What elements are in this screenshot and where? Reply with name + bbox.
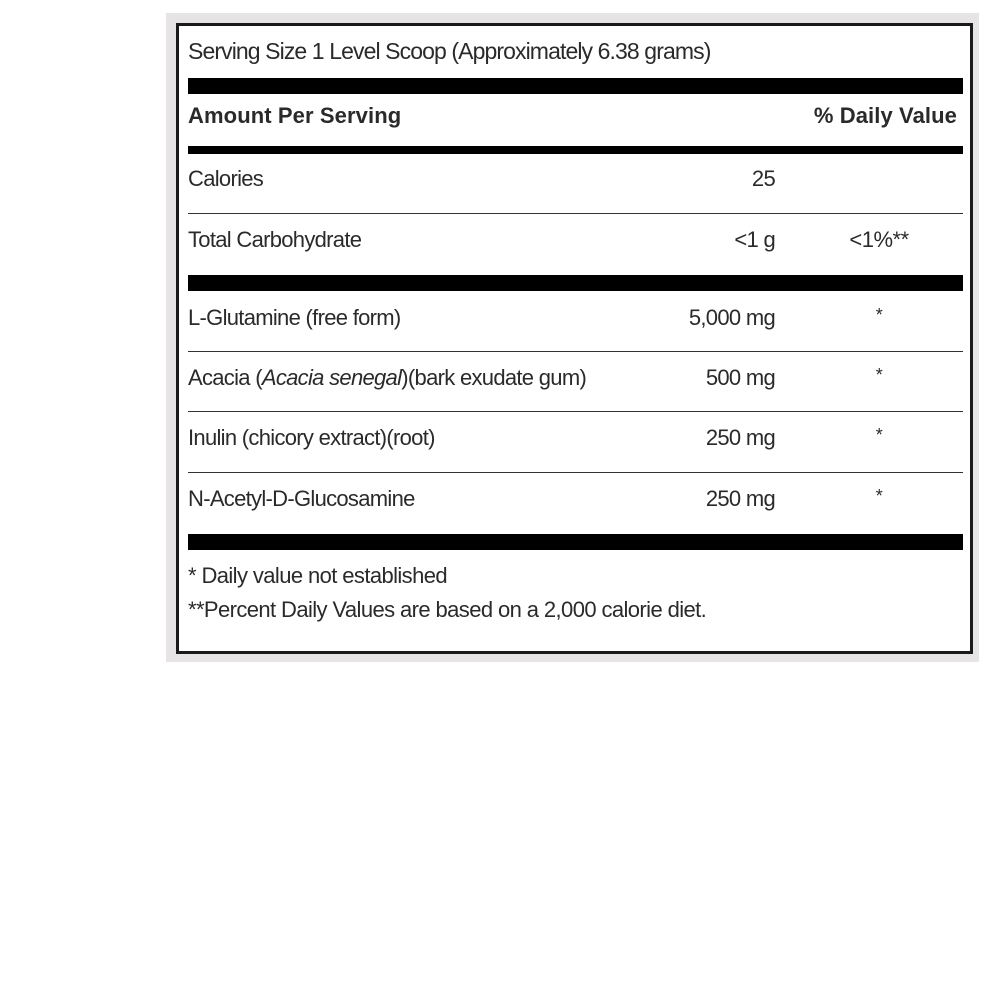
- footnote-percent-daily-values: **Percent Daily Values are based on a 2,000 calorie diet.: [188, 597, 707, 622]
- supplement-facts-panel: [176, 23, 973, 654]
- footnote-daily-value: * Daily value not established: [188, 563, 447, 588]
- nutrient-name-inulin: Inulin (chicory extract)(root): [188, 425, 435, 450]
- nutrient-name-calories: Calories: [188, 166, 264, 191]
- serving-size: Serving Size 1 Level Scoop (Approximately 6.38 grams): [188, 38, 711, 64]
- thin-divider: [188, 411, 963, 412]
- nutrient-dv-acacia: *: [875, 365, 883, 385]
- acacia-suffix: )(bark exudate gum): [401, 365, 587, 390]
- nutrient-dv-inulin: *: [875, 425, 883, 445]
- medium-divider: [188, 146, 963, 154]
- thick-divider: [188, 534, 963, 550]
- amount-per-serving-header: Amount Per Serving: [188, 103, 402, 128]
- thin-divider: [188, 213, 963, 214]
- acacia-species: Acacia senegal: [261, 365, 402, 390]
- supplement-facts-frame: [166, 13, 979, 662]
- nutrient-dv-carbohydrate: <1%**: [849, 227, 909, 252]
- nutrient-name-carbohydrate: Total Carbohydrate: [188, 227, 362, 252]
- nutrient-dv-l-glutamine: *: [875, 305, 883, 325]
- acacia-prefix: Acacia (: [188, 365, 262, 390]
- thin-divider: [188, 472, 963, 473]
- nutrient-amount-glucosamine: 250 mg: [705, 486, 775, 511]
- nutrient-name-glucosamine: N-Acetyl-D-Glucosamine: [188, 486, 415, 511]
- nutrient-name-l-glutamine: L-Glutamine (free form): [188, 305, 401, 330]
- nutrient-amount-carbohydrate: <1 g: [734, 227, 775, 252]
- nutrient-amount-inulin: 250 mg: [705, 425, 775, 450]
- thick-divider: [188, 275, 963, 291]
- daily-value-header: % Daily Value: [813, 103, 957, 128]
- thin-divider: [188, 351, 963, 352]
- nutrient-amount-l-glutamine: 5,000 mg: [688, 305, 775, 330]
- nutrient-amount-calories: 25: [751, 166, 775, 191]
- nutrient-name-acacia: [188, 365, 586, 391]
- nutrient-dv-glucosamine: *: [875, 486, 883, 506]
- nutrient-amount-acacia: 500 mg: [705, 365, 775, 390]
- thick-divider: [188, 78, 963, 94]
